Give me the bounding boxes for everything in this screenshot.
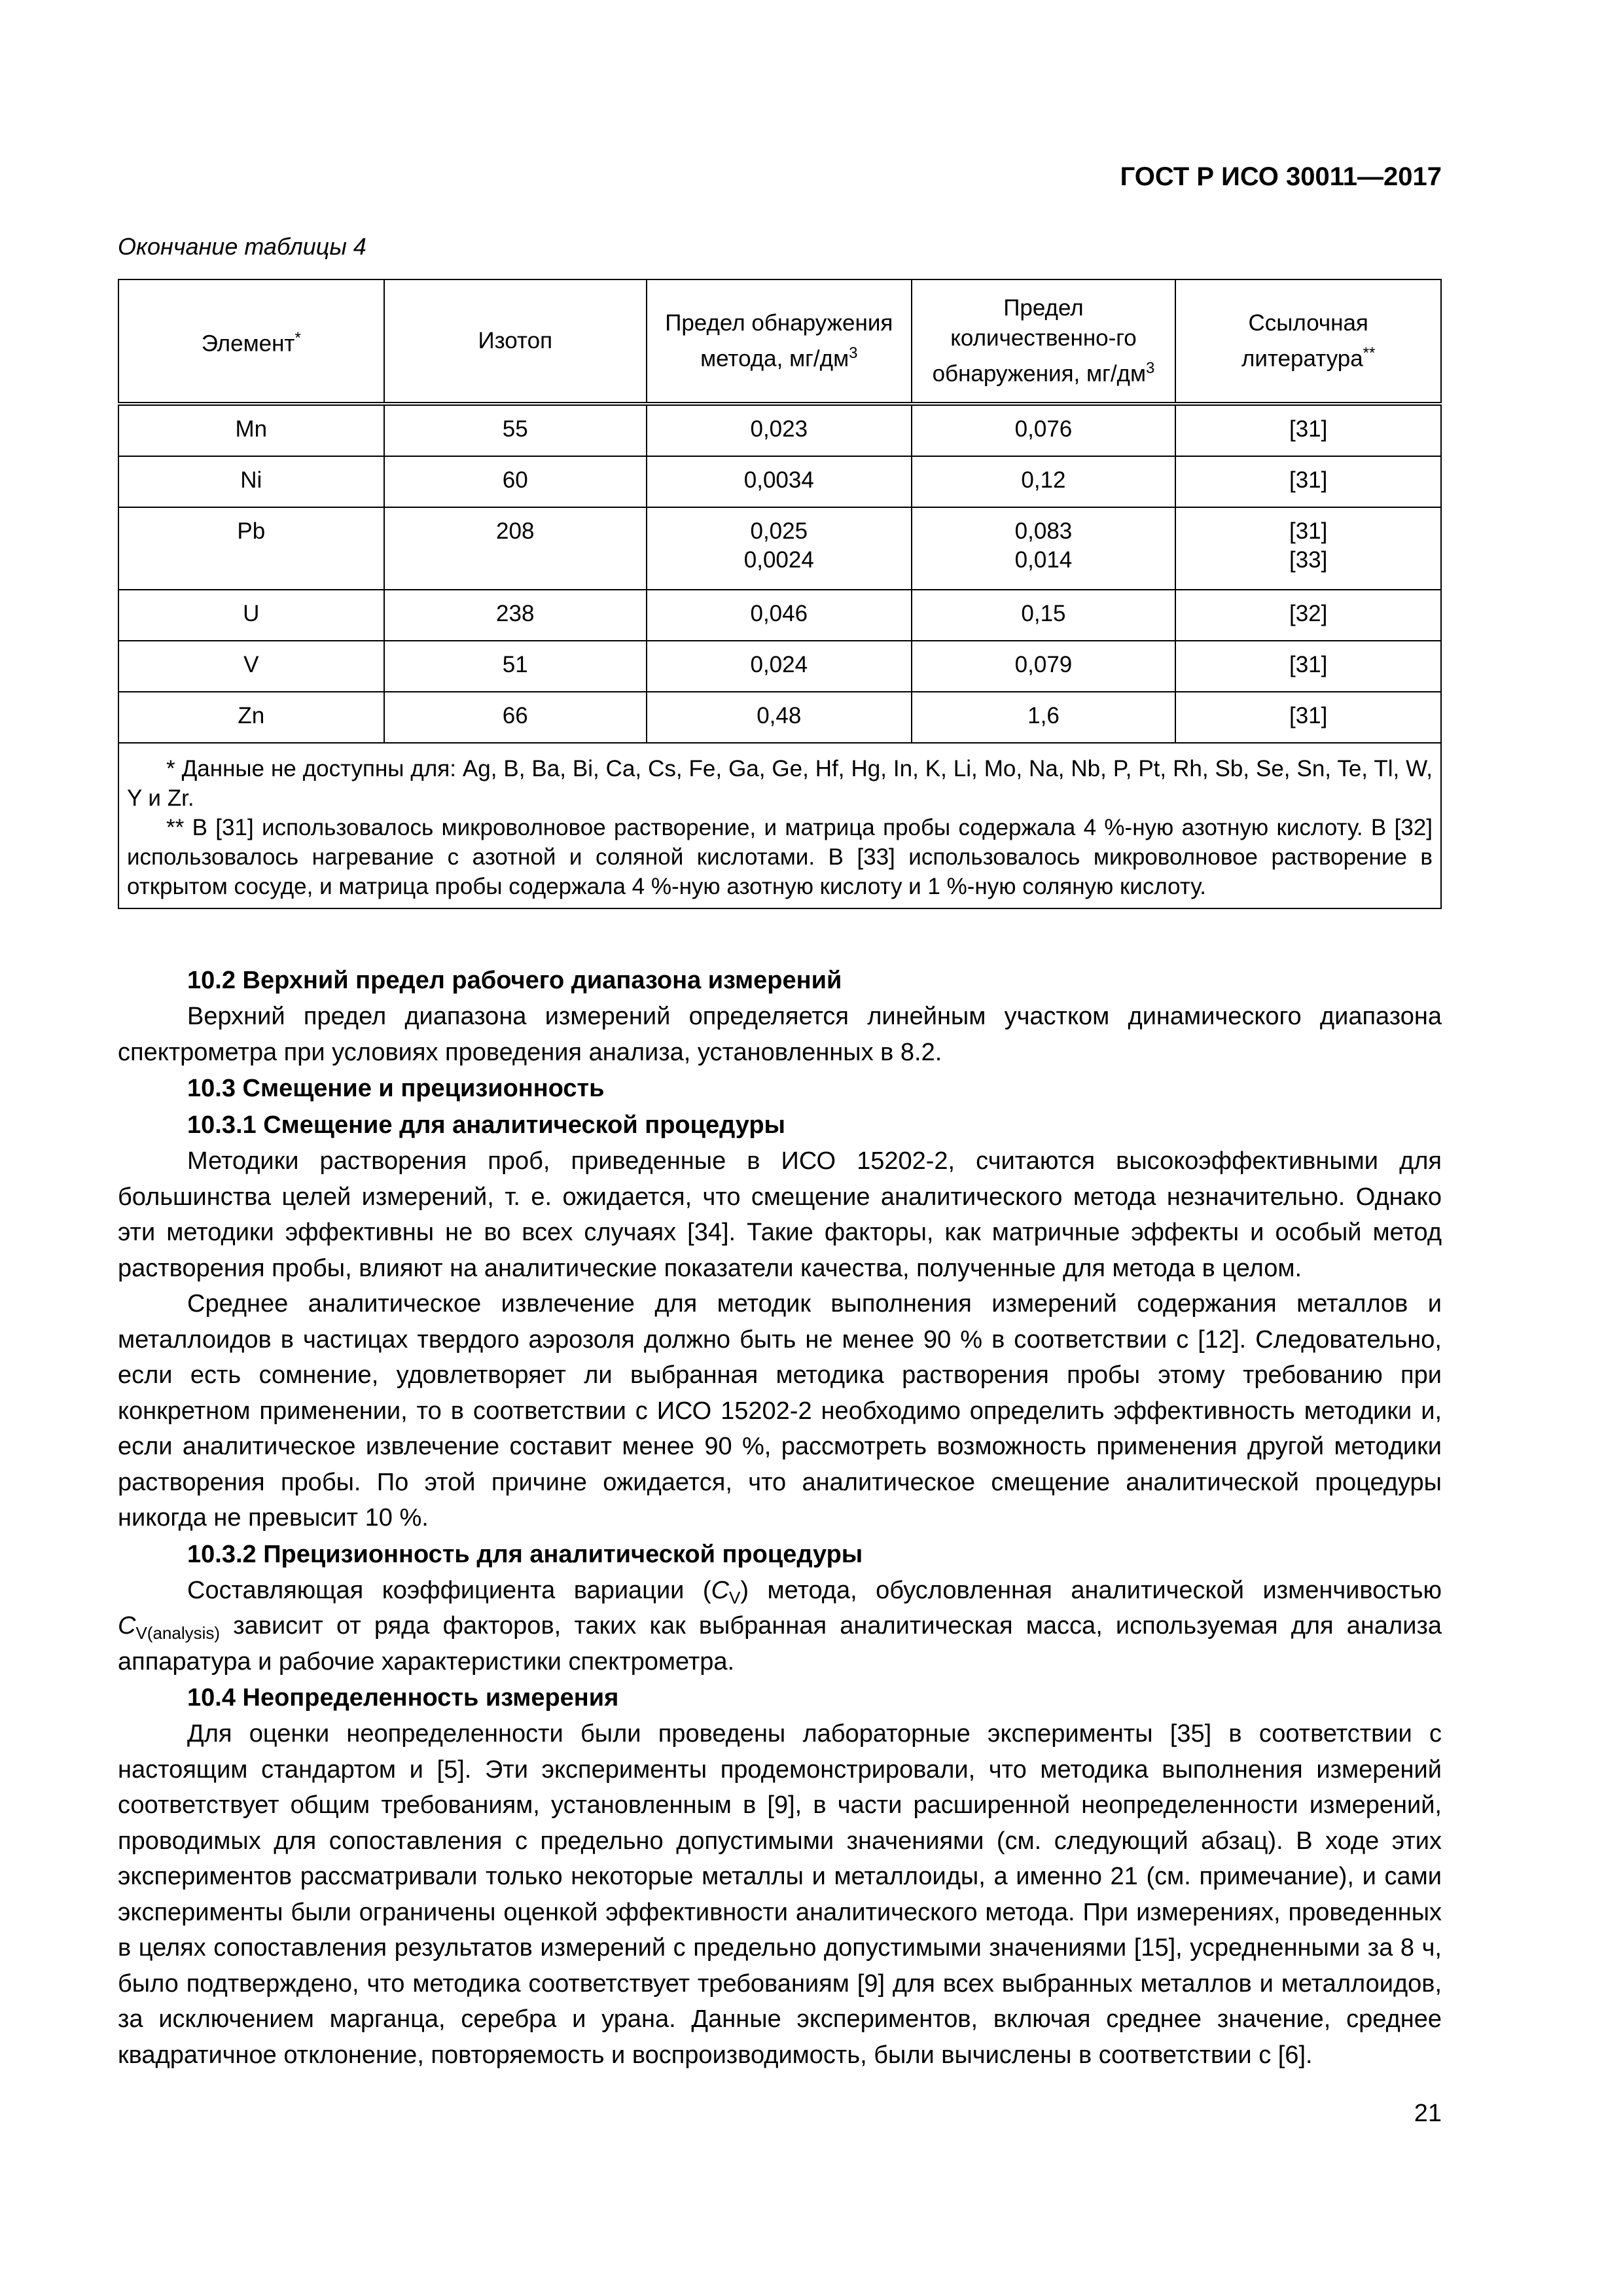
section-heading: 10.4 Неопределенность измерения [187,1684,619,1712]
cell-ref: [31] [1175,456,1441,507]
cell-element: V [118,641,384,692]
table-header-row [118,279,1441,404]
column-header-element: Элемент* [118,279,384,404]
cell-ref: [31] [1175,404,1441,456]
table-notes [118,743,1441,908]
paragraph: Среднее аналитическое извлечение для методик выполнения измерений содержания металлов и металлоидов в частицах твердого аэрозоля должно быть не менее 90 % в соответствии с [12]. Следовательно, если есть сомнение, удовлетворяет ли выбранная методика растворения пробы этому требованию при конкретном применении, то в соответствии с ИСО 15202-2 необходимо определить эффективность методики и, если аналитическое извлечение составит менее 90 %, рассмотреть возможность применения другой методики растворения пробы. По этой причине ожидается, что аналитическое смещение аналитической процедуры никогда не превысит 10 %. [118,1290,1442,1532]
cell-loq: 1,6 [912,692,1176,743]
cell-element: Zn [118,692,384,743]
table-row [118,456,1441,507]
section-heading: 10.3.1 Смещение для аналитической процедуры [187,1111,786,1139]
paragraph: Верхний предел диапазона измерений определяется линейным участком динамического диапазона спектрометра при условиях проведения анализа, установленных в 8.2. [118,1003,1442,1066]
table-row [118,692,1441,743]
cell-isotope: 55 [384,404,647,456]
paragraph: Составляющая коэффициента вариации $(C_V)$ метода, обусловленная аналитической изменчивостью $C_{V(analysis)}$ зависит от ряда факторов, таких как выбранная аналитическая масса, используемая для анализа аппаратура и рабочие характеристики спектрометра. [118,1576,1442,1676]
cell-element: U [118,590,384,641]
data-table [118,279,1442,909]
document-id: ГОСТ Р ИСО 30011—2017 [1120,162,1442,191]
table-notes-row [118,743,1441,908]
cell-loq: 0,15 [912,590,1176,641]
cell-lod: 0,046 [647,590,912,641]
cell-isotope: 238 [384,590,647,641]
cell-lod: 0,0034 [647,456,912,507]
column-header-isotope: Изотоп [384,279,647,404]
cell-loq: 0,083 0,014 [912,507,1176,590]
cell-element: Pb [118,507,384,590]
cell-lod: 0,48 [647,692,912,743]
cell-loq: 0,079 [912,641,1176,692]
table-row [118,507,1441,590]
section-heading: 10.3.2 Прецизионность для аналитической процедуры [187,1540,863,1568]
cell-ref: [31] [1175,641,1441,692]
column-header-reference: Ссылочная литература** [1175,279,1441,404]
column-header-lod: Предел обнаружения метода, $мг/дм^3$ [647,279,912,404]
page-number: 21 [1414,2100,1442,2127]
cell-isotope: 66 [384,692,647,743]
document-body [118,962,1442,2073]
cell-isotope: 208 [384,507,647,590]
cell-ref: [32] [1175,590,1441,641]
section-heading: 10.3 Смещение и прецизионность [187,1075,605,1102]
table-caption: Окончание таблицы 4 [118,233,366,260]
cell-loq: 0,076 [912,404,1176,456]
cell-element: Ni [118,456,384,507]
cell-isotope: 51 [384,641,647,692]
table-row [118,404,1441,456]
cell-lod: 0,024 [647,641,912,692]
table-note: ** В [31] использовалось микроволновое растворение, и матрица пробы содержала 4 %-ную азотную кислоту. В [32] использовалось нагревание с азотной и соляной кислотами. В [33] использовалось микроволновое растворение в открытом сосуде, и матрица пробы содержала 4 %-ную азотную кислоту и 1 %-ную соляную кислоту. [127,815,1433,899]
section-heading: 10.2 Верхний предел рабочего диапазона измерений [187,967,842,994]
column-header-loq: Предел количественно-го обнаружения, $мг/дм^3$ [912,279,1176,404]
cell-loq: 0,12 [912,456,1176,507]
paragraph: Методики растворения проб, приведенные в ИСО 15202-2, считаются высокоэффективными для большинства целей измерений, т. е. ожидается, что смещение аналитического метода незначительно. Однако эти методики эффективны не во всех случаях [34]. Такие факторы, как матричные эффекты и особый метод растворения пробы, влияют на аналитические показатели качества, полученные для метода в целом. [118,1147,1442,1282]
cell-element: Mn [118,404,384,456]
table-note: * Данные не доступны для: Ag, B, Ba, Bi, Ca, Cs, Fe, Ga, Ge, Hf, Hg, In, K, Li, Mo, Na, Nb, P, Pt, Rh, Sb, Se, Sn, Te, Tl, W, Y и Zr. [127,756,1433,811]
cell-isotope: 60 [384,456,647,507]
table-row [118,641,1441,692]
table-row [118,590,1441,641]
cell-ref: [31] [33] [1175,507,1441,590]
paragraph: Для оценки неопределенности были проведены лабораторные эксперименты [35] в соответствии с настоящим стандартом и [5]. Эти эксперименты продемонстрировали, что методика выполнения измерений соответствует общим требованиям, установленным в [9], в части расширенной неопределенности измерений, проводимых для сопоставления с предельно допустимыми значениями (см. следующий абзац). В ходе этих экспериментов рассматривали только некоторые металлы и металлоиды, а именно 21 (см. примечание), и сами эксперименты были ограничены оценкой эффективности аналитического метода. При измерениях, проведенных в целях сопоставления результатов измерений с предельно допустимыми значениями [15], усредненными за 8 ч, было подтверждено, что методика соответствует требованиям [9] для всех выбранных металлов и металлоидов, за исключением марганца, серебра и урана. Данные экспериментов, включая среднее значение, среднее квадратичное отклонение, повторяемость и воспроизводимость, были вычислены в соответствии с [6]. [118,1720,1442,2069]
cell-lod: 0,023 [647,404,912,456]
cell-ref: [31] [1175,692,1441,743]
cell-lod: 0,025 0,0024 [647,507,912,590]
